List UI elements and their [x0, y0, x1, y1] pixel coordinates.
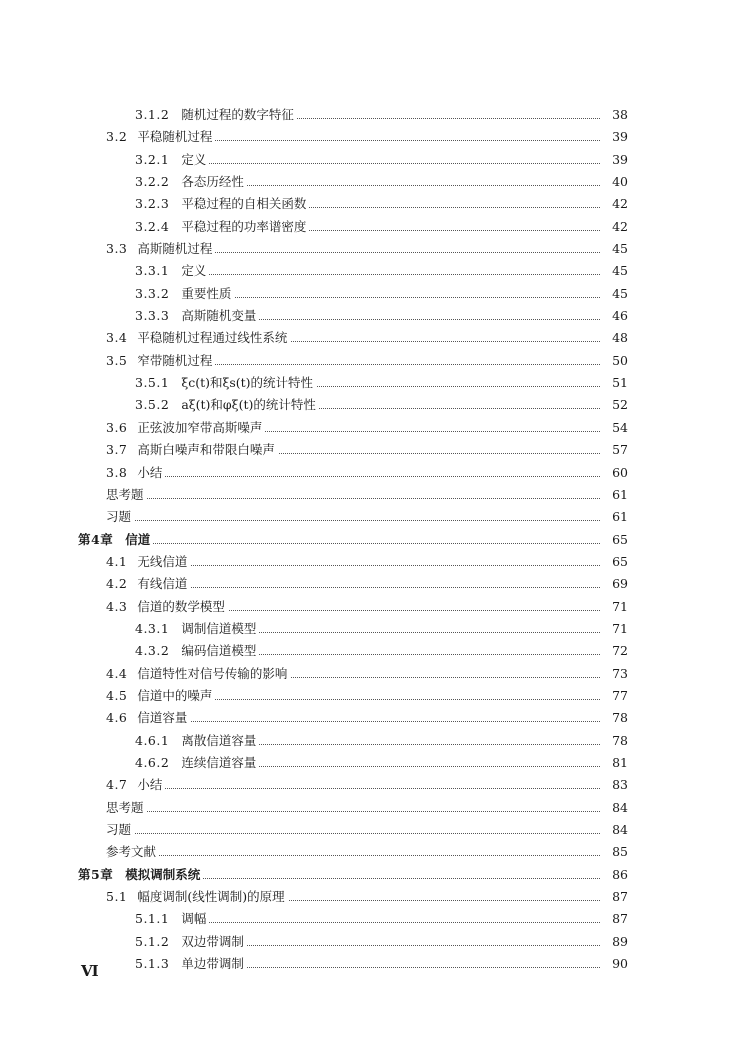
section-title: 小结: [137, 777, 163, 793]
toc-entry[interactable]: [0, 596, 750, 618]
dot-leader: [106, 855, 600, 856]
section-number: 第4章: [78, 531, 114, 547]
toc-entry-text: [106, 774, 165, 796]
section-number: 4.7: [106, 777, 128, 793]
page-number: 84: [604, 797, 628, 819]
toc-entry-text: [106, 685, 215, 707]
toc-entry-text: [135, 171, 247, 193]
page-number: 78: [604, 707, 628, 729]
toc-entry-text: [106, 238, 215, 260]
page-number: 87: [604, 908, 628, 930]
dot-leader: [106, 520, 600, 521]
toc-entry[interactable]: [0, 931, 750, 953]
section-title: 信道中的噪声: [137, 687, 213, 703]
toc-entry-text: [106, 462, 165, 484]
toc-entry-text: [106, 439, 278, 461]
section-title: 思考题: [106, 486, 144, 502]
section-title: 双边带调制: [181, 933, 244, 949]
section-title: 信道容量: [137, 710, 188, 726]
toc-entry[interactable]: [0, 908, 750, 930]
page-number: 72: [604, 640, 628, 662]
toc-entry-text: [135, 931, 247, 953]
toc-entry[interactable]: [0, 171, 750, 193]
page-number: 69: [604, 573, 628, 595]
section-number: 4.4: [106, 665, 128, 681]
page-number: 46: [604, 305, 628, 327]
toc-entry[interactable]: [0, 104, 750, 126]
toc-entry[interactable]: [0, 551, 750, 573]
section-number: 3.1.2: [135, 107, 170, 122]
page-number: 40: [604, 171, 628, 193]
toc-entry[interactable]: [0, 640, 750, 662]
toc-entry[interactable]: [0, 462, 750, 484]
table-of-contents: [0, 104, 750, 975]
page-number: 54: [604, 417, 628, 439]
toc-chapter-entry[interactable]: [0, 864, 750, 886]
toc-entry[interactable]: [0, 663, 750, 685]
toc-entry-text: [106, 841, 159, 863]
section-title: 正弦波加窄带高斯噪声: [137, 419, 263, 435]
section-number: 5.1.3: [135, 956, 170, 972]
page-number: 87: [604, 886, 628, 908]
dot-leader: [106, 476, 600, 477]
dot-leader: [106, 811, 600, 812]
section-number: 3.2.4: [135, 218, 170, 234]
toc-entry[interactable]: [0, 149, 750, 171]
section-number: 4.1: [106, 553, 128, 569]
toc-entry[interactable]: [0, 685, 750, 707]
toc-entry-text: [135, 104, 297, 126]
section-number: 3.6: [106, 419, 128, 435]
toc-entry-text: [135, 618, 259, 640]
section-number: 4.6: [106, 710, 128, 726]
section-title: 平稳随机过程: [137, 129, 213, 145]
toc-entry-text: [135, 283, 234, 305]
toc-entry[interactable]: [0, 618, 750, 640]
page-number: 50: [604, 350, 628, 372]
dot-leader: [106, 833, 600, 834]
section-number: 4.2: [106, 576, 128, 592]
toc-entry-text: [135, 149, 209, 171]
toc-entry-text: [135, 752, 259, 774]
section-title: 各态历经性: [181, 174, 244, 190]
toc-entry-text: [106, 551, 190, 573]
section-title: 重要性质: [181, 285, 232, 301]
section-number: 4.3: [106, 598, 128, 614]
section-number: 3.5.1: [135, 375, 170, 391]
page-number: 86: [604, 864, 628, 886]
section-number: 5.1.1: [135, 911, 170, 927]
toc-entry-text: [106, 663, 290, 685]
toc-entry[interactable]: [0, 573, 750, 595]
page-number: 84: [604, 819, 628, 841]
toc-entry-text: [135, 394, 319, 416]
toc-entry[interactable]: [0, 730, 750, 752]
toc-entry-text: [106, 886, 288, 908]
section-title: 平稳过程的功率谱密度: [181, 218, 307, 234]
page-number: 73: [604, 663, 628, 685]
page-number: 78: [604, 730, 628, 752]
section-title: 编码信道模型: [181, 643, 257, 659]
section-number: 3.3.3: [135, 308, 170, 324]
section-title: 调制信道模型: [181, 620, 257, 636]
toc-entry-text: [78, 864, 203, 886]
page-number: 48: [604, 327, 628, 349]
toc-entry[interactable]: [0, 327, 750, 349]
page-number: 89: [604, 931, 628, 953]
page-number: 42: [604, 216, 628, 238]
section-number: 5.1.2: [135, 933, 170, 949]
section-number: 3.2.2: [135, 174, 170, 190]
page-number: 83: [604, 774, 628, 796]
toc-entry[interactable]: [0, 238, 750, 260]
section-number: 3.2: [106, 129, 128, 145]
toc-entry[interactable]: [0, 841, 750, 863]
page-number: 71: [604, 618, 628, 640]
toc-entry-text: [135, 193, 309, 215]
page-number: 51: [604, 372, 628, 394]
section-number: 3.8: [106, 464, 128, 480]
section-title: 窄带随机过程: [137, 352, 213, 368]
section-title: 随机过程的数字特征: [181, 107, 294, 122]
section-title: 定义: [181, 263, 207, 279]
toc-entry[interactable]: [0, 260, 750, 282]
dot-leader: [106, 788, 600, 789]
dot-leader: [106, 498, 600, 499]
section-number: 4.3.1: [135, 620, 170, 636]
page-number: 65: [604, 551, 628, 573]
section-title: 幅度调制(线性调制)的原理: [137, 889, 285, 905]
page-number: 45: [604, 283, 628, 305]
page-number: 39: [604, 126, 628, 148]
toc-entry[interactable]: [0, 394, 750, 416]
section-number: 3.5: [106, 352, 128, 368]
section-number: 3.7: [106, 442, 128, 458]
page-number: 38: [604, 104, 628, 126]
page-number: 39: [604, 149, 628, 171]
toc-entry-text: [106, 484, 147, 506]
toc-entry-text: [106, 126, 215, 148]
toc-entry-text: [135, 216, 309, 238]
toc-entry[interactable]: [0, 305, 750, 327]
toc-chapter-entry[interactable]: [0, 529, 750, 551]
section-title: 习题: [106, 509, 132, 525]
section-number: 3.2.3: [135, 196, 170, 212]
section-title: 小结: [137, 464, 163, 480]
section-number: 3.4: [106, 330, 128, 346]
page-number: 45: [604, 260, 628, 282]
toc-entry[interactable]: [0, 506, 750, 528]
toc-entry-text: [78, 529, 153, 551]
toc-entry-text: [106, 350, 215, 372]
section-title: 信道特性对信号传输的影响: [137, 665, 288, 681]
toc-entry-text: [135, 305, 259, 327]
section-title: 连续信道容量: [181, 754, 257, 770]
toc-entry-text: [135, 730, 259, 752]
toc-entry[interactable]: [0, 372, 750, 394]
page-number: 85: [604, 841, 628, 863]
toc-entry-text: [106, 417, 265, 439]
toc-entry[interactable]: [0, 886, 750, 908]
page-number: 65: [604, 529, 628, 551]
section-title: aξ(t)和φξ(t)的统计特性: [181, 397, 316, 413]
section-title: 思考题: [106, 799, 144, 815]
section-number: 3.2.1: [135, 151, 170, 167]
toc-entry[interactable]: [0, 819, 750, 841]
section-title: 参考文献: [106, 844, 157, 860]
page-folio: VI: [81, 962, 98, 980]
toc-entry-text: [106, 819, 134, 841]
section-title: 平稳过程的自相关函数: [181, 196, 307, 212]
toc-entry-text: [106, 327, 290, 349]
toc-entry[interactable]: [0, 484, 750, 506]
section-title: 调幅: [181, 911, 207, 927]
page-number: 61: [604, 506, 628, 528]
section-title: 模拟调制系统: [125, 866, 201, 882]
section-number: 3.5.2: [135, 397, 170, 413]
section-title: 高斯随机过程: [137, 241, 213, 257]
section-number: 3.3.1: [135, 263, 170, 279]
section-number: 第5章: [78, 866, 114, 882]
toc-entry-text: [106, 506, 134, 528]
toc-entry-text: [106, 707, 190, 729]
section-title: 定义: [181, 151, 207, 167]
toc-entry-text: [135, 908, 209, 930]
section-number: 3.3.2: [135, 285, 170, 301]
section-title: 习题: [106, 822, 132, 837]
page-number: 42: [604, 193, 628, 215]
section-title: 信道: [125, 531, 151, 547]
section-title: 单边带调制: [181, 956, 244, 972]
section-title: 有线信道: [137, 576, 188, 592]
toc-entry[interactable]: [0, 953, 750, 975]
toc-entry-text: [135, 640, 259, 662]
toc-entry-text: [106, 596, 228, 618]
dot-leader: [78, 543, 600, 544]
toc-entry-text: [135, 372, 316, 394]
page-number: 52: [604, 394, 628, 416]
section-number: 4.5: [106, 687, 128, 703]
page-number: 60: [604, 462, 628, 484]
toc-entry-text: [135, 953, 247, 975]
page-number: 57: [604, 439, 628, 461]
toc-entry[interactable]: [0, 439, 750, 461]
section-title: ξc(t)和ξs(t)的统计特性: [181, 375, 314, 391]
page-number: 81: [604, 752, 628, 774]
toc-entry[interactable]: [0, 752, 750, 774]
toc-entry[interactable]: [0, 797, 750, 819]
section-title: 高斯白噪声和带限白噪声: [137, 442, 275, 458]
page-number: 90: [604, 953, 628, 975]
toc-entry-text: [106, 797, 147, 819]
page-number: 77: [604, 685, 628, 707]
toc-entry[interactable]: [0, 216, 750, 238]
section-number: 4.6.2: [135, 754, 170, 770]
section-title: 高斯随机变量: [181, 308, 257, 324]
page-number: 45: [604, 238, 628, 260]
toc-entry[interactable]: [0, 283, 750, 305]
section-number: 4.6.1: [135, 732, 170, 748]
toc-entry[interactable]: [0, 126, 750, 148]
section-number: 3.3: [106, 241, 128, 257]
toc-entry[interactable]: [0, 707, 750, 729]
toc-entry[interactable]: [0, 774, 750, 796]
toc-entry[interactable]: [0, 350, 750, 372]
toc-entry[interactable]: [0, 193, 750, 215]
section-title: 无线信道: [137, 553, 188, 569]
toc-entry-text: [106, 573, 190, 595]
toc-entry[interactable]: [0, 417, 750, 439]
toc-entry-text: [135, 260, 209, 282]
page-number: 61: [604, 484, 628, 506]
section-title: 信道的数学模型: [137, 598, 225, 614]
page-number: 71: [604, 596, 628, 618]
section-number: 5.1: [106, 889, 128, 905]
section-number: 4.3.2: [135, 643, 170, 659]
section-title: 离散信道容量: [181, 732, 257, 748]
section-title: 平稳随机过程通过线性系统: [137, 330, 288, 346]
